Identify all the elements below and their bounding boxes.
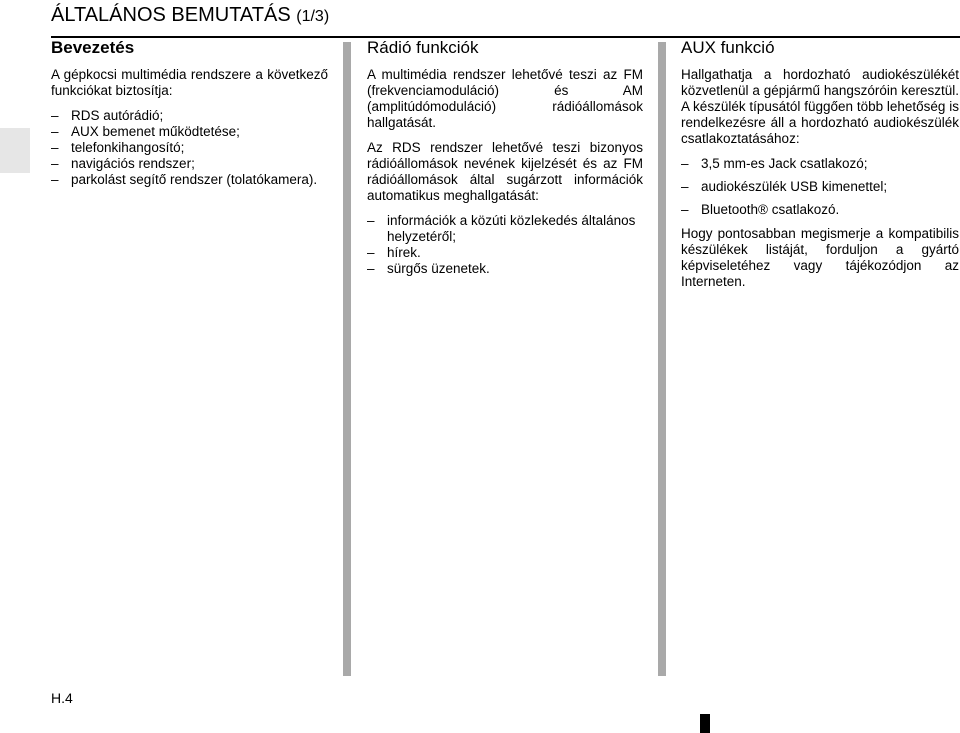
radio-column — [367, 38, 643, 285]
column-divider-bar — [343, 42, 351, 676]
page-title-text: ÁLTALÁNOS BEMUTATÁS — [51, 4, 291, 26]
column-divider-bar — [658, 42, 666, 676]
list-item: – Bluetooth® csatlakozó. — [681, 202, 959, 218]
intro-column — [51, 38, 328, 196]
intro-list — [51, 108, 328, 188]
list-item: – audiokészülék USB kimenettel; — [681, 179, 959, 195]
radio-heading: Rádió funkciók — [367, 38, 479, 57]
intro-text: A gépkocsi multimédia rendszere a következő funkciókat biztosítja: — [51, 67, 328, 98]
section-edge-tab — [0, 128, 30, 173]
aux-text: Hallgathatja a hordozható audiokészülékét közvetlenül a gépjármű hangszóróin keresztül. A készülék típusától függően több lehetőség is rendelkezésre áll a hordozható audiokészülék csatlakoztatásához: — [681, 67, 959, 146]
list-item: – RDS autórádió; — [51, 108, 328, 124]
aux-compat-text: Hogy pontosabban megismerje a kompatibilis készülékek listáját, forduljon a gyártó képviseletéhez vagy tájékozódjon az Interneten. — [681, 226, 959, 289]
aux-list — [681, 156, 959, 218]
intro-heading: Bevezetés — [51, 38, 135, 57]
list-item: – AUX bemenet működtetése; — [51, 124, 328, 140]
list-item: – hírek. — [367, 245, 643, 261]
list-item: – információk a közúti közlekedés általános helyzetéről; — [367, 213, 643, 245]
list-item: – parkolást segítő rendszer (tolatókamera). — [51, 172, 328, 188]
radio-list — [367, 213, 643, 277]
list-item: – 3,5 mm-es Jack csatlakozó; — [681, 156, 959, 172]
list-item: – telefonkihangosító; — [51, 140, 328, 156]
print-mark — [700, 714, 710, 733]
list-item: – sürgős üzenetek. — [367, 261, 643, 277]
rds-text: Az RDS rendszer lehetővé teszi bizonyos rádióállomások nevének kijelzését és az FM rádióállomások által sugárzott információk automatikus meghallgatását: — [367, 140, 643, 203]
list-item: – navigációs rendszer; — [51, 156, 328, 172]
radio-text: A multimédia rendszer lehetővé teszi az FM (frekvenciamoduláció) és AM (amplitúdómoduláció) rádióállomások hallgatását. — [367, 67, 643, 130]
page-title-part: (1/3) — [296, 8, 330, 25]
page-number: H.4 — [51, 690, 73, 706]
aux-heading: AUX funkció — [681, 38, 775, 57]
page-title — [51, 4, 329, 27]
aux-column — [681, 38, 959, 299]
